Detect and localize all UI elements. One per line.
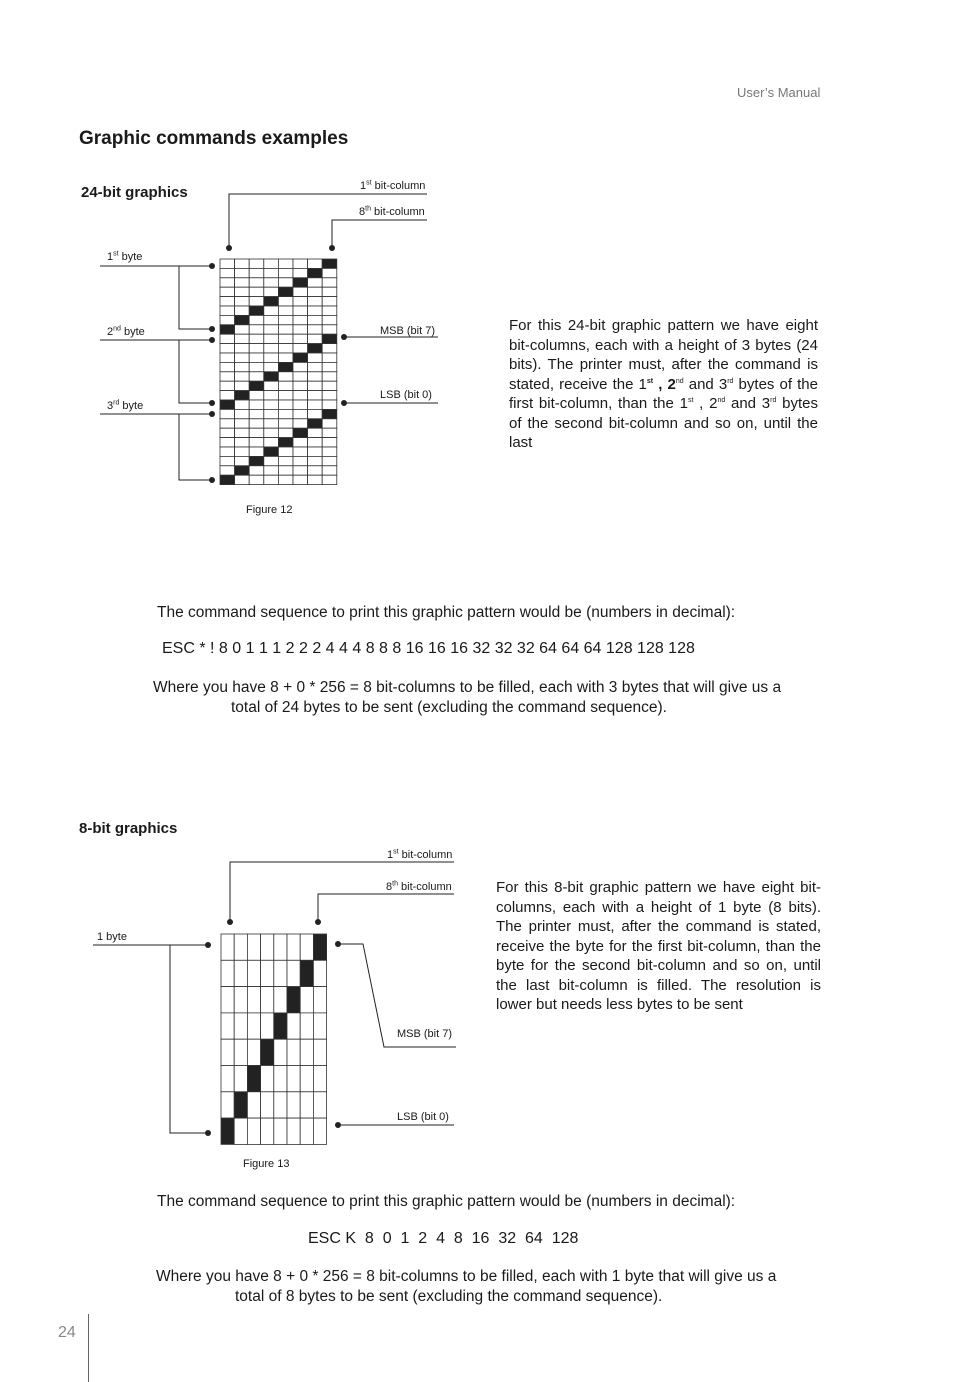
grid8-cell <box>221 1066 234 1092</box>
grid24-cell <box>322 268 337 277</box>
grid8-cell <box>300 1013 313 1039</box>
grid8-cell <box>287 1118 300 1144</box>
grid8-cell <box>247 987 260 1013</box>
grid24-cell <box>278 428 293 437</box>
grid24-cell <box>249 344 264 353</box>
grid24-cell <box>249 391 264 400</box>
grid24-cell <box>308 315 323 324</box>
grid8-cell <box>313 1013 326 1039</box>
grid24-cell <box>308 372 323 381</box>
grid8-cell <box>247 1039 260 1065</box>
grid24-cell <box>249 334 264 343</box>
grid8-cell <box>234 1039 247 1065</box>
section8-command: ESC K 8 0 1 2 4 8 16 32 64 128 <box>308 1230 579 1247</box>
grid8-cell <box>313 1066 326 1092</box>
grid24-cell <box>264 278 279 287</box>
grid24-cell <box>308 259 323 268</box>
grid24-cell <box>293 306 308 315</box>
grid24-cell <box>249 315 264 324</box>
grid24-cell <box>322 353 337 362</box>
grid24-cell <box>278 353 293 362</box>
section24-command-intro: The command sequence to print this graphic pattern would be (numbers in decimal): <box>157 604 736 621</box>
grid8-cell <box>261 987 274 1013</box>
grid24-cell <box>308 428 323 437</box>
grid8-cell <box>221 987 234 1013</box>
label-msb: MSB (bit 7) <box>380 325 436 337</box>
grid24-cell <box>249 419 264 428</box>
grid8-cell <box>261 1039 274 1065</box>
grid8-cell <box>287 1066 300 1092</box>
section24-where-line1: Where you have 8 + 0 * 256 = 8 bit-columns to be filled, each with 3 bytes that will give us a <box>153 679 782 696</box>
grid24-cell <box>322 325 337 334</box>
grid24-cell <box>249 372 264 381</box>
grid24-cell <box>220 334 235 343</box>
grid8-cell <box>261 934 274 960</box>
figure13-grid <box>221 934 327 1144</box>
grid8-cell <box>287 960 300 986</box>
grid24-cell <box>278 419 293 428</box>
grid24-cell <box>220 409 235 418</box>
grid24-cell <box>264 315 279 324</box>
grid8-cell <box>261 1013 274 1039</box>
grid24-cell <box>249 400 264 409</box>
grid24-cell <box>278 438 293 447</box>
grid24-cell <box>278 456 293 465</box>
grid24-cell <box>308 447 323 456</box>
grid8-cell <box>261 960 274 986</box>
section8-description: For this 8-bit graphic pattern we have eight bit-columns, each with a height of 1 byte (8 bits). The printer must, after the command is stated, receive the byte for the first bit-column, than the byte for the second bit-column and so on, until the last bit-column is filled. The resolution is lower but needs less bytes to be sent <box>496 879 821 1013</box>
grid8-cell <box>300 960 313 986</box>
grid24-cell <box>235 315 250 324</box>
section8-where-line2: total of 8 bytes to be sent (excluding the command sequence). <box>235 1288 663 1305</box>
grid24-cell <box>322 438 337 447</box>
grid24-cell <box>249 268 264 277</box>
grid24-cell <box>322 362 337 371</box>
grid8-cell <box>300 1092 313 1118</box>
grid8-cell <box>274 1039 287 1065</box>
grid8-cell <box>234 960 247 986</box>
grid24-cell <box>322 447 337 456</box>
grid24-cell <box>278 259 293 268</box>
grid8-cell <box>247 1066 260 1092</box>
grid24-cell <box>322 334 337 343</box>
grid8-cell <box>234 1118 247 1144</box>
grid24-cell <box>235 438 250 447</box>
grid24-cell <box>264 372 279 381</box>
grid24-cell <box>249 381 264 390</box>
grid8-cell <box>234 987 247 1013</box>
grid24-cell <box>220 344 235 353</box>
grid24-cell <box>220 287 235 296</box>
grid24-cell <box>235 381 250 390</box>
grid8-cell <box>261 1092 274 1118</box>
grid24-cell <box>308 287 323 296</box>
section-24bit-title: 24-bit graphics <box>81 184 188 201</box>
grid24-cell <box>220 419 235 428</box>
grid8-cell <box>313 987 326 1013</box>
grid24-cell <box>322 344 337 353</box>
grid24-cell <box>293 278 308 287</box>
grid24-cell <box>278 466 293 475</box>
grid8-cell <box>274 1118 287 1144</box>
grid24-cell <box>235 475 250 484</box>
grid24-cell <box>308 400 323 409</box>
grid24-cell <box>278 278 293 287</box>
grid24-cell <box>308 456 323 465</box>
grid24-cell <box>235 400 250 409</box>
grid8-cell <box>247 1013 260 1039</box>
grid24-cell <box>220 306 235 315</box>
grid24-cell <box>293 259 308 268</box>
grid24-cell <box>278 287 293 296</box>
grid24-cell <box>278 297 293 306</box>
grid24-cell <box>293 372 308 381</box>
footer-rule <box>88 1314 89 1382</box>
grid24-cell <box>249 466 264 475</box>
label8-lsb: LSB (bit 0) <box>397 1111 449 1123</box>
grid24-cell <box>308 344 323 353</box>
grid8-cell <box>313 960 326 986</box>
grid24-cell <box>264 381 279 390</box>
grid8-cell <box>247 960 260 986</box>
grid8-cell <box>234 1092 247 1118</box>
grid8-cell <box>274 1013 287 1039</box>
grid24-cell <box>308 334 323 343</box>
grid8-cell <box>287 934 300 960</box>
grid24-cell <box>322 381 337 390</box>
grid24-cell <box>308 268 323 277</box>
grid24-cell <box>220 447 235 456</box>
grid8-cell <box>234 934 247 960</box>
section24-description: For this 24-bit graphic pattern we have eight bit-columns, each with a height of 3 bytes (24 bits). The printer must, after the command is stated, receive the 1st , 2nd and 3rd bytes of the first bit-column, than the 1st , 2nd and 3rd bytes of the second bit-column and so on, until the last <box>509 317 818 451</box>
grid24-cell <box>235 278 250 287</box>
grid24-cell <box>264 306 279 315</box>
label8-msb: MSB (bit 7) <box>397 1028 453 1040</box>
grid24-cell <box>322 475 337 484</box>
grid24-cell <box>264 297 279 306</box>
grid24-cell <box>293 409 308 418</box>
grid24-cell <box>264 391 279 400</box>
grid8-cell <box>300 1066 313 1092</box>
grid8-cell <box>247 934 260 960</box>
grid8-cell <box>274 960 287 986</box>
grid24-cell <box>293 438 308 447</box>
grid24-cell <box>322 297 337 306</box>
grid24-cell <box>322 278 337 287</box>
grid24-cell <box>235 344 250 353</box>
grid24-cell <box>293 315 308 324</box>
grid24-cell <box>249 297 264 306</box>
grid24-cell <box>278 268 293 277</box>
grid24-cell <box>220 400 235 409</box>
grid24-cell <box>220 372 235 381</box>
label-lsb: LSB (bit 0) <box>380 389 432 401</box>
grid8-cell <box>287 1092 300 1118</box>
grid24-cell <box>264 428 279 437</box>
grid8-cell <box>313 934 326 960</box>
grid24-cell <box>293 400 308 409</box>
grid24-cell <box>264 287 279 296</box>
grid24-cell <box>264 466 279 475</box>
grid24-cell <box>278 381 293 390</box>
grid24-cell <box>278 306 293 315</box>
grid24-cell <box>235 409 250 418</box>
section8-command-intro: The command sequence to print this graphic pattern would be (numbers in decimal): <box>157 1193 736 1210</box>
grid24-cell <box>322 287 337 296</box>
grid8-cell <box>221 1118 234 1144</box>
grid24-cell <box>249 428 264 437</box>
grid24-cell <box>264 334 279 343</box>
label-first-byte: 1st byte <box>107 250 143 263</box>
grid8-cell <box>313 1118 326 1144</box>
grid24-cell <box>249 456 264 465</box>
grid24-cell <box>322 466 337 475</box>
grid8-cell <box>221 960 234 986</box>
grid24-cell <box>278 400 293 409</box>
grid24-cell <box>249 409 264 418</box>
grid24-cell <box>293 334 308 343</box>
grid24-cell <box>293 325 308 334</box>
grid24-cell <box>293 475 308 484</box>
grid24-cell <box>278 447 293 456</box>
grid8-cell <box>274 934 287 960</box>
grid24-cell <box>293 297 308 306</box>
grid24-cell <box>308 409 323 418</box>
section24-command: ESC * ! 8 0 1 1 1 2 2 2 4 4 4 8 8 8 16 16 16 32 32 32 64 64 64 128 128 128 <box>162 640 695 657</box>
section-8bit-title: 8-bit graphics <box>79 820 178 837</box>
grid24-cell <box>322 372 337 381</box>
grid24-cell <box>235 456 250 465</box>
grid24-cell <box>264 419 279 428</box>
grid24-cell <box>235 428 250 437</box>
figure13-caption: Figure 13 <box>243 1158 290 1170</box>
grid24-cell <box>322 259 337 268</box>
grid24-cell <box>264 268 279 277</box>
grid24-cell <box>220 466 235 475</box>
grid24-cell <box>308 391 323 400</box>
grid24-cell <box>264 456 279 465</box>
grid24-cell <box>308 438 323 447</box>
grid24-cell <box>278 362 293 371</box>
grid24-cell <box>235 447 250 456</box>
page-number: 24 <box>58 1324 76 1341</box>
manual-header: User’s Manual <box>737 85 821 100</box>
grid24-cell <box>249 447 264 456</box>
grid24-cell <box>249 259 264 268</box>
grid8-cell <box>287 987 300 1013</box>
grid24-cell <box>293 419 308 428</box>
grid24-cell <box>249 325 264 334</box>
grid24-cell <box>249 475 264 484</box>
grid24-cell <box>235 419 250 428</box>
grid8-cell <box>300 1118 313 1144</box>
grid8-cell <box>287 1013 300 1039</box>
page-title: Graphic commands examples <box>79 128 349 149</box>
grid8-cell <box>261 1118 274 1144</box>
grid24-cell <box>235 297 250 306</box>
grid8-cell <box>261 1066 274 1092</box>
grid24-cell <box>322 419 337 428</box>
grid24-cell <box>293 466 308 475</box>
figure12-grid <box>220 259 337 485</box>
grid8-cell <box>221 1013 234 1039</box>
grid24-cell <box>293 456 308 465</box>
grid24-cell <box>322 391 337 400</box>
grid8-cell <box>313 1039 326 1065</box>
grid24-cell <box>308 325 323 334</box>
grid24-cell <box>278 344 293 353</box>
grid24-cell <box>264 353 279 362</box>
section24-where-line2: total of 24 bytes to be sent (excluding the command sequence). <box>231 699 667 716</box>
grid24-cell <box>235 287 250 296</box>
label-second-byte: 2nd byte <box>107 325 145 338</box>
grid24-cell <box>293 344 308 353</box>
grid24-cell <box>249 287 264 296</box>
grid24-cell <box>235 391 250 400</box>
grid24-cell <box>322 409 337 418</box>
grid8-cell <box>313 1092 326 1118</box>
grid24-cell <box>235 306 250 315</box>
grid24-cell <box>278 334 293 343</box>
grid24-cell <box>220 391 235 400</box>
grid24-cell <box>235 325 250 334</box>
label8-byte: 1 byte <box>97 931 127 943</box>
grid24-cell <box>278 391 293 400</box>
grid24-cell <box>308 362 323 371</box>
grid24-cell <box>293 362 308 371</box>
grid24-cell <box>220 362 235 371</box>
grid24-cell <box>235 466 250 475</box>
grid24-cell <box>322 456 337 465</box>
grid8-cell <box>300 1039 313 1065</box>
grid24-cell <box>235 268 250 277</box>
grid24-cell <box>235 334 250 343</box>
grid24-cell <box>322 315 337 324</box>
grid8-cell <box>234 1013 247 1039</box>
grid24-cell <box>264 475 279 484</box>
grid24-cell <box>278 372 293 381</box>
grid24-cell <box>278 475 293 484</box>
grid24-cell <box>264 325 279 334</box>
grid24-cell <box>308 297 323 306</box>
grid8-cell <box>300 987 313 1013</box>
grid8-cell <box>274 1092 287 1118</box>
grid24-cell <box>293 391 308 400</box>
grid24-cell <box>220 325 235 334</box>
grid24-cell <box>278 409 293 418</box>
grid8-cell <box>234 1066 247 1092</box>
grid24-cell <box>249 353 264 362</box>
grid24-cell <box>293 287 308 296</box>
grid24-cell <box>308 353 323 362</box>
grid24-cell <box>278 325 293 334</box>
grid24-cell <box>308 419 323 428</box>
grid8-cell <box>247 1118 260 1144</box>
grid24-cell <box>293 353 308 362</box>
grid24-cell <box>235 353 250 362</box>
grid24-cell <box>308 475 323 484</box>
grid24-cell <box>322 428 337 437</box>
grid8-cell <box>274 987 287 1013</box>
grid24-cell <box>293 428 308 437</box>
grid24-cell <box>264 344 279 353</box>
grid24-cell <box>322 400 337 409</box>
grid24-cell <box>220 428 235 437</box>
grid24-cell <box>220 259 235 268</box>
grid24-cell <box>264 438 279 447</box>
grid24-cell <box>293 447 308 456</box>
grid24-cell <box>264 362 279 371</box>
label-third-byte: 3rd byte <box>107 399 144 412</box>
grid24-cell <box>322 306 337 315</box>
grid24-cell <box>249 362 264 371</box>
grid24-cell <box>308 466 323 475</box>
grid24-cell <box>220 297 235 306</box>
grid8-cell <box>274 1066 287 1092</box>
grid24-cell <box>220 353 235 362</box>
label8-first-bit-column: 1st bit-column <box>387 848 453 861</box>
grid24-cell <box>264 409 279 418</box>
grid24-cell <box>278 315 293 324</box>
grid24-cell <box>249 278 264 287</box>
grid8-cell <box>287 1039 300 1065</box>
grid24-cell <box>293 381 308 390</box>
label-eighth-bit-column: 8th bit-column <box>359 205 425 218</box>
grid24-cell <box>308 278 323 287</box>
grid24-cell <box>220 475 235 484</box>
grid24-cell <box>264 447 279 456</box>
grid24-cell <box>220 381 235 390</box>
grid24-cell <box>264 259 279 268</box>
grid24-cell <box>220 456 235 465</box>
grid8-cell <box>247 1092 260 1118</box>
grid24-cell <box>220 438 235 447</box>
grid24-cell <box>220 315 235 324</box>
section8-where-line1: Where you have 8 + 0 * 256 = 8 bit-columns to be filled, each with 1 byte that will give us a <box>156 1268 777 1285</box>
grid24-cell <box>249 438 264 447</box>
grid24-cell <box>235 372 250 381</box>
grid8-cell <box>221 934 234 960</box>
grid8-cell <box>221 1092 234 1118</box>
grid24-cell <box>293 268 308 277</box>
grid8-cell <box>300 934 313 960</box>
grid24-cell <box>235 259 250 268</box>
grid24-cell <box>308 306 323 315</box>
grid24-cell <box>308 381 323 390</box>
grid8-cell <box>221 1039 234 1065</box>
label8-eighth-bit-column: 8th bit-column <box>386 880 452 893</box>
label-first-bit-column: 1st bit-column <box>360 179 426 192</box>
figure12-caption: Figure 12 <box>246 504 293 516</box>
grid24-cell <box>249 306 264 315</box>
grid24-cell <box>264 400 279 409</box>
grid24-cell <box>220 268 235 277</box>
grid24-cell <box>235 362 250 371</box>
grid24-cell <box>220 278 235 287</box>
